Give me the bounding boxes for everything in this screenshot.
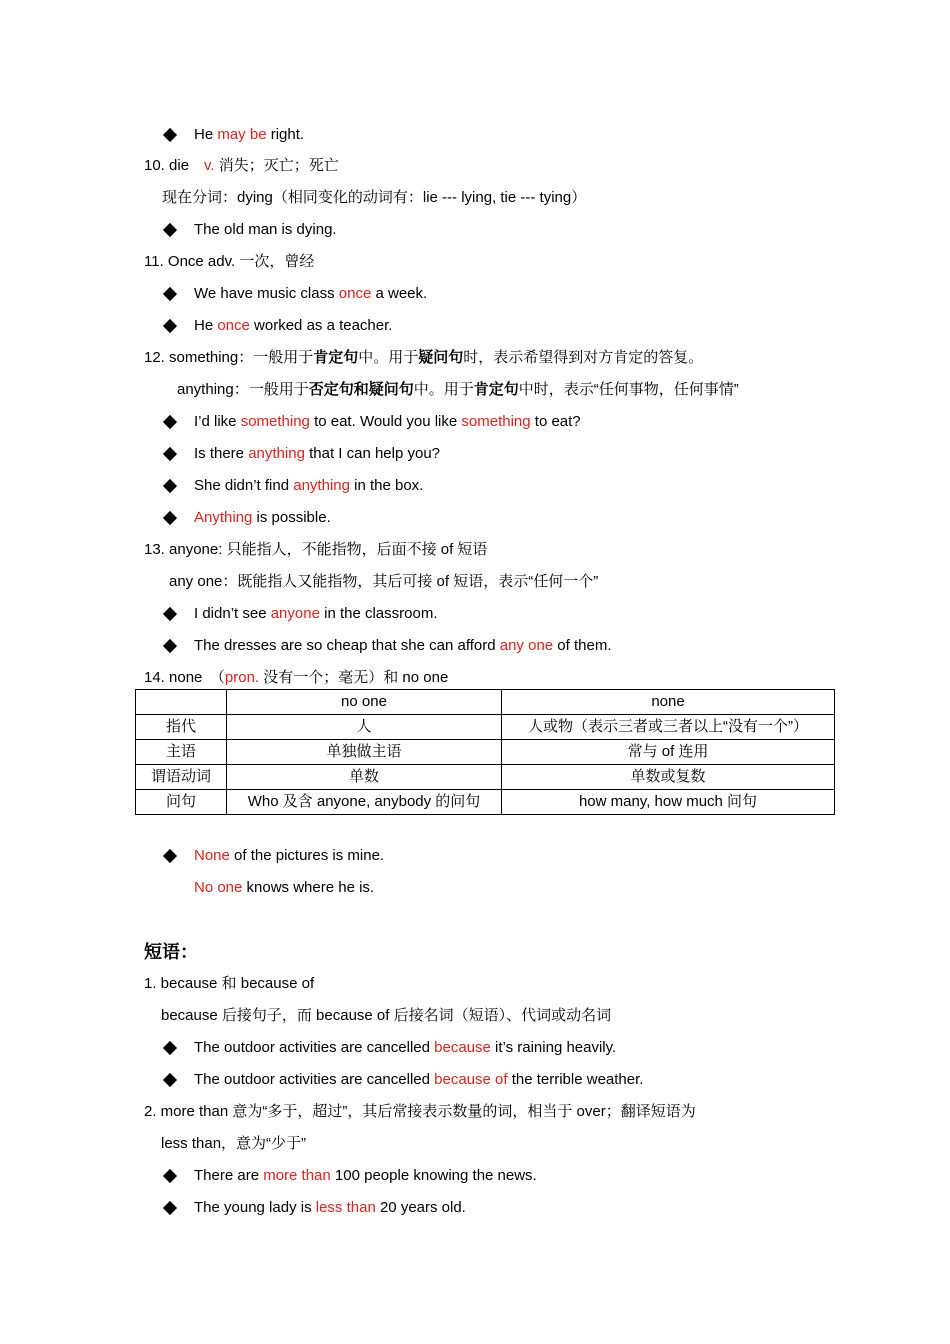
example-more-than: There are more than 100 people knowing the news. <box>194 1167 537 1184</box>
entry-because: 1. because 和 because of <box>144 975 315 992</box>
example-because-of: The outdoor activities are cancelled because of the terrible weather. <box>194 1071 644 1088</box>
bullet-icon <box>163 415 177 429</box>
bullet-icon <box>163 319 177 333</box>
table-row <box>136 765 835 790</box>
bullet-icon <box>163 1169 177 1183</box>
bullet-icon <box>163 128 177 142</box>
table-header-row <box>136 690 835 715</box>
entry-something: 12. something：一般用于肯定句中。用于疑问句时，表示希望得到对方肯定的答复。 <box>144 349 704 366</box>
example-because: The outdoor activities are cancelled because it’s raining heavily. <box>194 1039 617 1056</box>
note-present-participle: 现在分词：dying（相同变化的动词有：lie --- lying, tie --- tying） <box>162 189 587 206</box>
table-cell: 单数或复数 <box>502 765 835 790</box>
bullet-icon <box>163 1073 177 1087</box>
bullet-icon <box>163 849 177 863</box>
table-cell: Who 及含 anyone, anybody 的问句 <box>227 790 502 815</box>
table-cell: 人或物（表示三者或三者以上“没有一个”） <box>502 715 835 740</box>
example-anything-1: Is there anything that I can help you? <box>194 445 441 462</box>
entry-more-than: 2. more than 意为“多于，超过”，其后常接表示数量的词，相当于 over；翻译短语为 <box>144 1103 696 1120</box>
example-less-than: The young lady is less than 20 years old. <box>194 1199 466 1216</box>
bullet-icon <box>163 287 177 301</box>
table-cell: 常与 of 连用 <box>502 740 835 765</box>
example-once-1: We have music class once a week. <box>194 285 428 302</box>
entry-none: 14. none （pron. 没有一个；毫无）和 no one <box>144 669 449 686</box>
table-row <box>136 740 835 765</box>
table-cell: none <box>502 690 835 715</box>
table-cell: 谓语动词 <box>136 765 227 790</box>
table-cell <box>136 690 227 715</box>
bullet-icon <box>163 1201 177 1215</box>
table-cell: no one <box>227 690 502 715</box>
example-no-one: No one knows where he is. <box>194 879 375 896</box>
section-heading-phrases: 短语： <box>144 942 198 962</box>
table-cell: 人 <box>227 715 502 740</box>
example-may-be: He may be right. <box>194 126 305 143</box>
example-anything-2: She didn’t find anything in the box. <box>194 477 424 494</box>
table-cell: 单独做主语 <box>227 740 502 765</box>
bullet-icon <box>163 607 177 621</box>
example-something: I’d like something to eat. Would you like something to eat? <box>194 413 581 430</box>
table-row <box>136 715 835 740</box>
table-cell: 单数 <box>227 765 502 790</box>
bullet-icon <box>163 639 177 653</box>
table-cell: 指代 <box>136 715 227 740</box>
entry-anyone: 13. anyone: 只能指人，不能指物，后面不接 of 短语 <box>144 541 488 558</box>
example-anything-3: Anything is possible. <box>194 509 331 526</box>
comparison-table <box>135 689 835 815</box>
entry-die: 10. die v. 消失；灭亡；死亡 <box>144 157 339 174</box>
example-none: None of the pictures is mine. <box>194 847 385 864</box>
example-dying: The old man is dying. <box>194 221 337 238</box>
table-row <box>136 790 835 815</box>
example-once-2: He once worked as a teacher. <box>194 317 393 334</box>
bullet-icon <box>163 447 177 461</box>
table-cell: 主语 <box>136 740 227 765</box>
example-anyone: I didn’t see anyone in the classroom. <box>194 605 438 622</box>
entry-once: 11. Once adv. 一次，曾经 <box>144 253 315 270</box>
entry-any-one: any one：既能指人又能指物，其后可接 of 短语，表示“任何一个” <box>169 573 599 590</box>
example-any-one: The dresses are so cheap that she can afford any one of them. <box>194 637 612 654</box>
table-cell: 问句 <box>136 790 227 815</box>
note-because: because 后接句子，而 because of 后接名词（短语）、代词或动名词 <box>161 1007 612 1024</box>
entry-less-than: less than，意为“少于” <box>161 1135 307 1152</box>
bullet-icon <box>163 511 177 525</box>
table-cell: how many, how much 问句 <box>502 790 835 815</box>
bullet-icon <box>163 1041 177 1055</box>
entry-anything: anything：一般用于否定句和疑问句中。用于肯定句中时，表示“任何事物，任何事情” <box>177 381 739 398</box>
bullet-icon <box>163 223 177 237</box>
bullet-icon <box>163 479 177 493</box>
